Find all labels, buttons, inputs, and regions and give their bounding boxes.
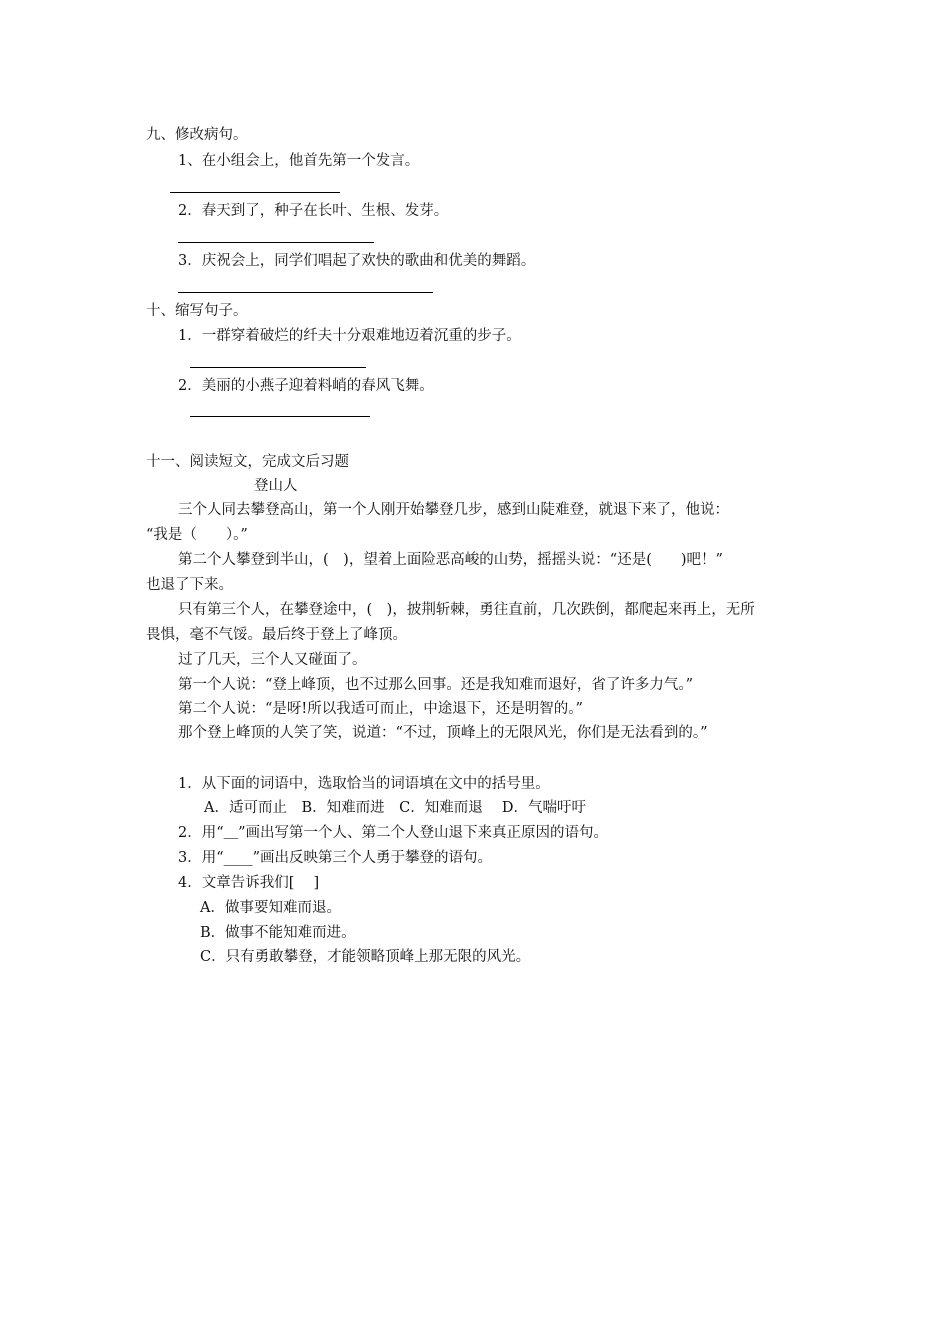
passage-line: 第一个人说：“登上峰顶，也不过那么回事。还是我知难而退好，省了许多力气。” (178, 677, 694, 693)
passage-line: 那个登上峰顶的人笑了笑，说道：“不过，顶峰上的无限风光，你们是无法看到的。” (178, 725, 708, 741)
answer-line (170, 192, 340, 193)
question-4-option-a: A．做事要知难而退。 (200, 900, 341, 916)
answer-line (190, 367, 366, 368)
section-9-item-2: 2．春天到了，种子在长叶、生根、发芽。 (178, 203, 449, 219)
answer-line (178, 292, 433, 293)
passage-line: “我是（ ）。” (146, 527, 248, 543)
passage-line: 第二个人攀登到半山，( )，望着上面险恶高峻的山势，摇摇头说：“还是( )吧！” (178, 552, 723, 568)
section-10-item-2: 2．美丽的小燕子迎着料峭的春风飞舞。 (178, 378, 434, 394)
section-9-item-1: 1、在小组会上，他首先第一个发言。 (178, 153, 420, 169)
passage-line: 第二个人说：“是呀!所以我适可而止，中途退下，还是明智的。” (178, 701, 583, 717)
passage-title: 登山人 (254, 478, 298, 494)
passage-line: 三个人同去攀登高山，第一个人刚开始攀登几步，感到山陡难登，就退下来了，他说： (178, 502, 729, 518)
section-11-heading: 十一、阅读短文，完成文后习题 (146, 454, 349, 470)
question-2: 2．用“＿”画出写第一个人、第二个人登山退下来真正原因的语句。 (178, 825, 609, 841)
question-1-options: A．适可而止 B．知难而进 C．知难而退 D．气喘吁吁 (204, 800, 586, 816)
question-3: 3．用“____”画出反映第三个人勇于攀登的语句。 (178, 850, 493, 866)
answer-line (178, 242, 374, 243)
passage-line: 也退了下来。 (146, 577, 233, 593)
passage-line: 只有第三个人，在攀登途中，( )，披荆斩棘，勇往直前，几次跌倒，都爬起来再上，无所 (178, 602, 755, 618)
section-9-item-3: 3．庆祝会上，同学们唱起了欢快的歌曲和优美的舞蹈。 (178, 253, 536, 269)
passage-line: 畏惧，毫不气馁。最后终于登上了峰顶。 (146, 627, 407, 643)
section-10-item-1: 1．一群穿着破烂的纤夫十分艰难地迈着沉重的步子。 (178, 328, 521, 344)
question-4-option-b: B．做事不能知难而进。 (200, 925, 356, 941)
passage-line: 过了几天，三个人又碰面了。 (178, 652, 367, 668)
answer-line (190, 416, 370, 417)
question-4: 4．文章告诉我们[ ] (178, 875, 320, 891)
question-1: 1．从下面的词语中，选取恰当的词语填在文中的括号里。 (178, 776, 550, 792)
question-4-option-c: C．只有勇敢攀登，才能领略顶峰上那无限的风光。 (200, 949, 531, 965)
section-9-heading: 九、修改病句。 (146, 127, 248, 143)
section-10-heading: 十、缩写句子。 (146, 303, 248, 319)
